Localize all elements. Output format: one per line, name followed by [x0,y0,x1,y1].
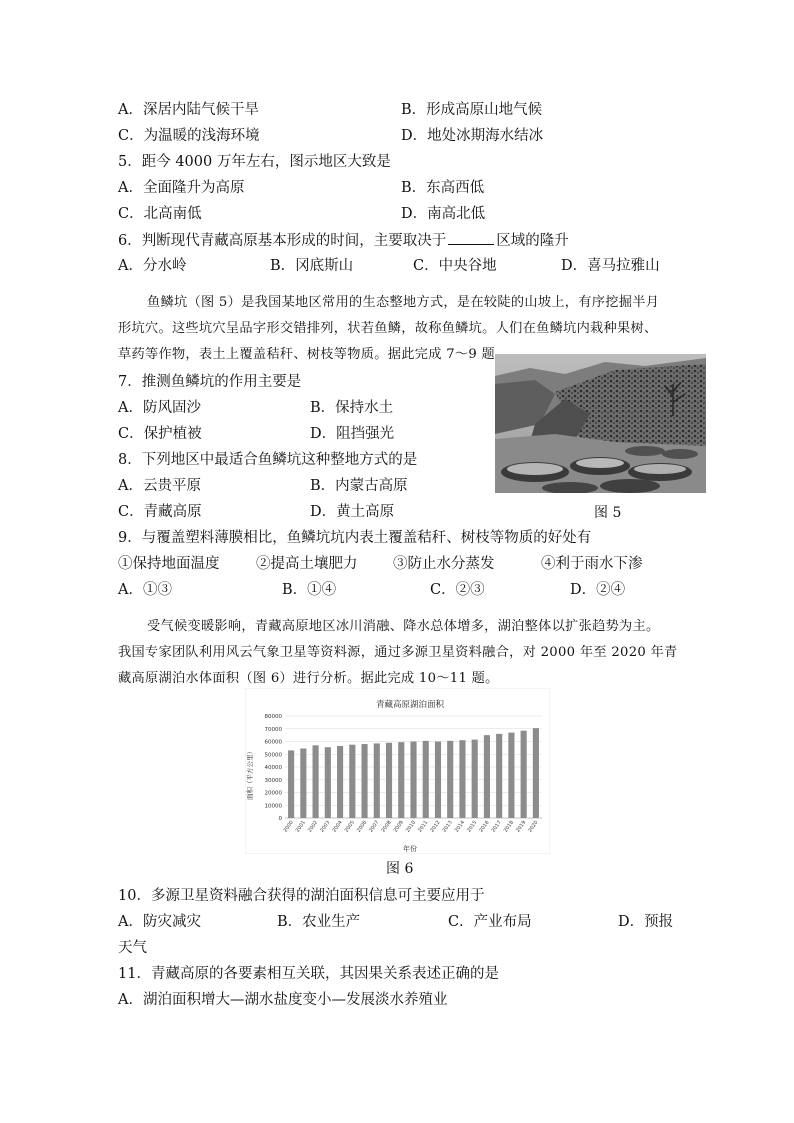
q8-stem: 8．下列地区中最适合鱼鳞坑这种整地方式的是 [118,452,418,468]
chart-x-tick-label: 2001 [294,819,307,834]
chart-x-tick-label: 2010 [404,819,418,834]
q9-statement-2: ②提高土壤肥力 [256,556,358,572]
q5-option-d: D．南高北低 [401,206,486,222]
chart-bar [313,745,319,818]
material2-line2: 我国专家团队利用风云气象卫星等资料源，通过多源卫星资料融合，对 2000 年至 2020 年青 [118,645,678,660]
chart-bar [459,740,465,818]
q5-option-b: B．东高西低 [401,180,485,196]
q10-option-a: A．防灾减灾 [118,914,201,930]
q6-option-c: C．中央谷地 [413,258,497,274]
q9-statement-4: ④利于雨水下渗 [541,556,643,572]
chart-bar [521,731,527,818]
answer-blank [448,230,494,245]
chart-x-tick-label: 2016 [478,819,491,834]
lake-area-chart [245,688,550,854]
q5-option-c: C．北高南低 [118,206,202,222]
q6-option-d: D．喜马拉雅山 [561,258,660,274]
chart-y-tick-label: 30000 [264,777,282,784]
q9-option-b: B．①④ [282,582,337,598]
material1-line2: 形坑穴。这些坑穴呈品字形交错排列，状若鱼鳞，故称鱼鳞坑。人们在鱼鳞坑内栽种果树、 [118,321,658,336]
chart-y-tick-label: 70000 [264,726,282,733]
figure6-caption: 图 6 [386,861,414,877]
chart-bar [398,742,404,818]
chart-x-tick-label: 2004 [331,819,344,834]
q9-option-d: D．②④ [570,582,626,598]
chart-bar [447,741,453,818]
chart-x-tick-label: 2007 [368,819,381,834]
chart-x-tick-label: 2020 [527,819,540,834]
chart-x-tick-label: 2013 [441,819,454,834]
q9-statement-3: ③防止水分蒸发 [393,556,495,572]
fish-scale-pit-photo [495,354,706,493]
chart-x-tick-label: 2018 [502,819,516,834]
chart-y-tick-label: 60000 [264,739,282,746]
q4-option-d: D．地处冰期海水结冰 [401,128,544,144]
chart-y-tick-label: 20000 [264,790,282,797]
q9-stem: 9．与覆盖塑料薄膜相比，鱼鳞坑坑内表土覆盖秸秆、树枝等物质的好处有 [118,530,592,546]
q10-option-b: B．农业生产 [277,914,361,930]
figure5-caption: 图 5 [594,505,622,521]
chart-bar [496,734,502,818]
q10-stem: 10．多源卫星资料融合获得的湖泊面积信息可主要应用于 [118,888,485,904]
chart-bar [508,733,514,818]
q6-stem [118,230,569,251]
chart-bar [435,742,441,819]
material1-line3: 草药等作物，表土上覆盖秸秆、树枝等物质。据此完成 7～9 题 [118,347,496,362]
q11-stem: 11．青藏高原的各要素相互关联，其因果关系表述正确的是 [118,966,499,982]
q7-option-d: D．阻挡强光 [310,426,395,442]
chart-x-tick-label: 2006 [355,819,369,834]
chart-bar [423,741,429,818]
q8-option-c: C．青藏高原 [118,504,202,520]
chart-x-tick-label: 2008 [380,819,393,834]
chart-bar [386,743,392,818]
q9-option-a: A．①③ [118,582,172,598]
chart-bar [374,743,380,818]
chart-x-tick-label: 2009 [392,819,405,834]
q7-option-b: B．保持水土 [310,400,394,416]
chart-x-tick-label: 2002 [307,819,320,834]
chart-y-tick-label: 80000 [264,714,282,720]
q10-option-d: D．预报 [618,914,674,930]
q5-stem: 5．距今 4000 万年左右，图示地区大致是 [118,154,391,170]
material2-line1: 受气候变暖影响，青藏高原地区冰川消融、降水总体增多，湖泊整体以扩张趋势为主。 [147,619,660,634]
chart-x-tick-label: 2019 [515,819,528,834]
chart-bar [472,740,478,818]
chart-bar [484,735,490,818]
chart-x-tick-label: 2012 [429,819,442,834]
chart-bar [288,750,294,818]
chart-x-tick-label: 2015 [466,819,479,834]
q6-stem-suffix: 区域的隆升 [496,233,569,249]
chart-bar [361,744,367,818]
q11-option-a: A．湖泊面积增大—湖水盐度变小—发展淡水养殖业 [118,992,448,1008]
q6-option-a: A．分水岭 [118,258,187,274]
chart-y-tick-label: 50000 [264,752,282,759]
chart-y-tick-label: 0 [278,816,282,822]
q7-option-a: A．防风固沙 [118,400,201,416]
chart-x-tick-label: 2000 [282,819,295,834]
q10-option-d-continued: 天气 [118,940,147,956]
chart-bar [533,728,539,818]
q6-stem-prefix: 6．判断现代青藏高原基本形成的时间，主要取决于 [118,233,447,249]
q10-option-c: C．产业布局 [448,914,532,930]
q5-option-a: A．全面隆升为高原 [118,180,245,196]
chart-bar [300,749,306,818]
q8-option-d: D．黄土高原 [310,504,395,520]
q9-option-c: C．②③ [430,582,485,598]
q6-option-b: B．冈底斯山 [270,258,354,274]
q4-option-a: A．深居内陆气候干旱 [118,102,259,118]
chart-bar [349,745,355,818]
q4-option-c: C．为温暖的浅海环境 [118,128,260,144]
q9-statement-1: ①保持地面温度 [118,556,220,572]
q8-option-b: B．内蒙古高原 [310,478,408,494]
chart-bar [325,747,331,818]
q7-option-c: C．保护植被 [118,426,202,442]
chart-y-axis-label: 面积（平方公里） [246,748,254,800]
chart-x-tick-label: 2003 [319,819,332,834]
chart-y-tick-label: 10000 [264,803,282,810]
chart-y-tick-label: 40000 [264,765,282,771]
chart-x-tick-label: 2011 [417,819,430,834]
chart-x-tick-label: 2005 [343,819,356,834]
chart-x-tick-label: 2014 [453,819,467,834]
q4-option-b: B．形成高原山地气候 [401,102,543,118]
chart-bar [410,742,416,819]
material1-line1: 鱼鳞坑（图 5）是我国某地区常用的生态整地方式，是在较陡的山坡上，有序挖掘半月 [147,295,660,310]
chart-title: 青藏高原湖泊面积 [375,700,445,710]
q8-option-a: A．云贵平原 [118,478,201,494]
material2-line3: 藏高原湖泊水体面积（图 6）进行分析。据此完成 10～11 题。 [118,671,499,686]
chart-x-tick-label: 2017 [490,819,503,834]
chart-bar [337,746,343,818]
chart-x-axis-label: 年份 [403,845,417,853]
q7-stem: 7．推测鱼鳞坑的作用主要是 [118,374,302,390]
